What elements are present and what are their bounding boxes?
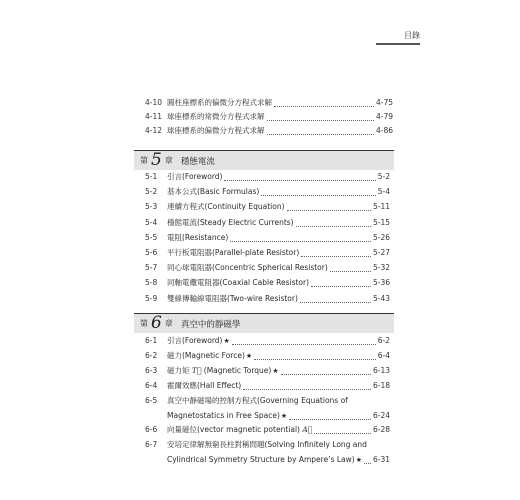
- toc-entry[interactable]: [145, 170, 390, 184]
- entry-page: 4-75: [375, 98, 393, 107]
- entry-page: 5-32: [372, 263, 390, 272]
- chapter-number: 6: [151, 313, 162, 333]
- dot-leader: [300, 297, 371, 303]
- toc-entry[interactable]: [145, 261, 390, 275]
- entry-title-text: Cylindrical Symmetry Structure by Ampere’s Law): [167, 455, 355, 464]
- dot-leader: [330, 266, 371, 272]
- dot-leader: [281, 369, 371, 375]
- entry-page: 6-4: [377, 351, 390, 360]
- dot-leader: [311, 281, 371, 287]
- toc-entry[interactable]: [145, 349, 390, 363]
- entry-title: [167, 216, 294, 230]
- entry-number: 5-5: [145, 233, 158, 242]
- dot-leader: [267, 115, 374, 121]
- dot-leader: [243, 384, 371, 390]
- dot-leader: [267, 129, 374, 135]
- entry-page: 6-31: [372, 455, 390, 464]
- entry-title-text: 雙線傳輸線電阻器(Two-wire Resistor): [167, 294, 298, 303]
- entry-number: 5-2: [145, 187, 158, 196]
- entry-title: [167, 423, 312, 437]
- toc-entry[interactable]: [145, 394, 390, 408]
- entry-number: 6-3: [145, 366, 158, 375]
- vector-symbol: A⃗: [299, 425, 313, 434]
- entry-page: 5-11: [372, 202, 390, 211]
- entry-number: 5-1: [145, 172, 158, 181]
- entry-title-text: 安培定律解無窮長柱對稱問題(Solving Infinitely Long and: [167, 440, 367, 449]
- chapter-5-header: [134, 150, 394, 170]
- entry-title-text: 真空中靜磁場的控制方程式(Governing Equations of: [167, 396, 348, 405]
- entry-title: [167, 334, 230, 348]
- dot-leader: [287, 205, 371, 211]
- entry-number: 6-2: [145, 351, 158, 360]
- entry-title-text: 向量磁位(vector magnetic potential): [167, 425, 300, 434]
- toc-entry[interactable]: [145, 334, 390, 348]
- toc-entry[interactable]: [145, 110, 393, 124]
- entry-title-text: 圓柱座標系的偏微分方程式求解: [167, 98, 272, 107]
- entry-page: 5-4: [377, 187, 390, 196]
- entry-title: [167, 349, 252, 363]
- chapter-title: 穩態電流: [180, 156, 215, 167]
- entry-title: [167, 438, 367, 452]
- dot-leader: [364, 458, 371, 464]
- entry-title: [167, 364, 279, 378]
- entry-title: [167, 276, 309, 290]
- toc-entry[interactable]: [145, 246, 390, 260]
- toc-entry[interactable]: [145, 96, 393, 110]
- entry-title: [167, 231, 228, 245]
- entry-title: [167, 246, 299, 260]
- toc-entry[interactable]: [145, 231, 390, 245]
- entry-title: [167, 170, 222, 184]
- entry-number: 4-10: [145, 98, 163, 107]
- entry-page: 6-18: [372, 381, 390, 390]
- star-icon: ★: [223, 337, 230, 345]
- vector-symbol: T⃗: [189, 366, 202, 375]
- entry-title: [167, 110, 265, 124]
- header-tab: [376, 28, 420, 45]
- entry-title-text: 引言(Foreword): [167, 336, 223, 345]
- entry-title-text: 連續方程式(Continuity Equation): [167, 202, 285, 211]
- entry-title: [167, 409, 287, 423]
- chapter-prefix: 第: [140, 319, 148, 328]
- header-tab-label: 目錄: [404, 31, 420, 40]
- dot-leader: [224, 175, 375, 181]
- entry-page: 6-2: [377, 336, 390, 345]
- entry-title-text: 同軸電纜電阻器(Coaxial Cable Resistor): [167, 278, 310, 287]
- entry-page: 5-36: [372, 278, 390, 287]
- entry-title-text: 平行板電阻器(Parallel-plate Resistor): [167, 248, 300, 257]
- toc-entry[interactable]: [145, 124, 393, 138]
- entry-number: 6-7: [145, 440, 158, 449]
- chapter-number: 5: [151, 150, 162, 170]
- entry-title: [167, 96, 272, 110]
- toc-entry[interactable]: [145, 453, 390, 467]
- entry-page: 5-27: [372, 248, 390, 257]
- entry-title-text: 基本公式(Basic Formulas): [167, 187, 260, 196]
- dot-leader: [230, 236, 371, 242]
- entry-number: 6-5: [145, 396, 158, 405]
- dot-leader: [261, 190, 375, 196]
- toc-entry[interactable]: [145, 292, 390, 306]
- entry-page: 5-26: [372, 233, 390, 242]
- entry-title: [167, 394, 348, 408]
- entry-title: [167, 261, 328, 275]
- entry-number: 5-9: [145, 294, 158, 303]
- dot-leader: [314, 428, 371, 434]
- toc-entry[interactable]: [145, 364, 390, 378]
- dot-leader: [274, 101, 374, 107]
- entry-number: 5-8: [145, 278, 158, 287]
- chapter-title: 真空中的靜磁學: [180, 319, 241, 330]
- chapter-6-header: [134, 313, 394, 333]
- entry-number: 4-11: [145, 112, 163, 121]
- entry-number: 5-7: [145, 263, 158, 272]
- entry-title-text: 電阻(Resistance): [167, 233, 229, 242]
- toc-entry[interactable]: [145, 276, 390, 290]
- entry-title-text: 引言(Foreword): [167, 172, 223, 181]
- entry-title-text: (Magnetic Torque): [201, 366, 272, 375]
- entry-title-text: Magnetostatics in Free Space): [167, 411, 280, 420]
- entry-number: 5-6: [145, 248, 158, 257]
- toc-entry[interactable]: [145, 379, 390, 393]
- toc-entry[interactable]: [145, 409, 390, 423]
- entry-title: [167, 379, 241, 393]
- dot-leader: [254, 354, 376, 360]
- star-icon: ★: [280, 412, 288, 420]
- star-icon: ★: [245, 352, 253, 360]
- entry-number: 5-4: [145, 218, 158, 227]
- entry-title: [167, 185, 259, 199]
- star-icon: ★: [355, 456, 362, 464]
- entry-title-text: 穩態電流(Steady Electric Currents): [167, 218, 294, 227]
- entry-page: 6-24: [372, 411, 390, 420]
- entry-title-text: 霍爾效應(Hall Effect): [167, 381, 242, 390]
- entry-page: 4-79: [375, 112, 393, 121]
- entry-number: 6-4: [145, 381, 158, 390]
- star-icon: ★: [272, 367, 279, 375]
- entry-page: 5-2: [377, 172, 390, 181]
- chapter-prefix: 第: [140, 156, 148, 165]
- entry-page: 5-15: [372, 218, 390, 227]
- entry-number: 6-1: [145, 336, 158, 345]
- entry-title-text: 球座標系的常微分方程式求解: [167, 112, 265, 121]
- entry-page: 6-28: [372, 425, 390, 434]
- entry-title: [167, 292, 298, 306]
- entry-page: 6-13: [372, 366, 390, 375]
- entry-title: [167, 200, 285, 214]
- chapter-suffix: 章: [164, 156, 173, 165]
- dot-leader: [232, 339, 376, 345]
- entry-number: 6-6: [145, 425, 158, 434]
- entry-title-text: 磁力矩: [167, 366, 190, 375]
- toc-entry[interactable]: [145, 423, 390, 437]
- toc-entry[interactable]: [145, 438, 390, 452]
- chapter-suffix: 章: [164, 319, 173, 328]
- entry-title: [167, 124, 265, 138]
- entry-title: [167, 453, 362, 467]
- entry-title-text: 球座標系的偏微分方程式求解: [167, 126, 265, 135]
- toc-entry[interactable]: [145, 200, 390, 214]
- entry-page: 5-43: [372, 294, 390, 303]
- toc-entry[interactable]: [145, 185, 390, 199]
- toc-entry[interactable]: [145, 216, 390, 230]
- entry-title-text: 磁力(Magnetic Force): [167, 351, 245, 360]
- dot-leader: [296, 221, 371, 227]
- dot-leader: [301, 251, 371, 257]
- entry-title-text: 同心球電阻器(Concentric Spherical Resistor): [167, 263, 328, 272]
- entry-number: 4-12: [145, 126, 163, 135]
- dot-leader: [289, 414, 371, 420]
- entry-page: 4-86: [375, 126, 393, 135]
- entry-number: 5-3: [145, 202, 158, 211]
